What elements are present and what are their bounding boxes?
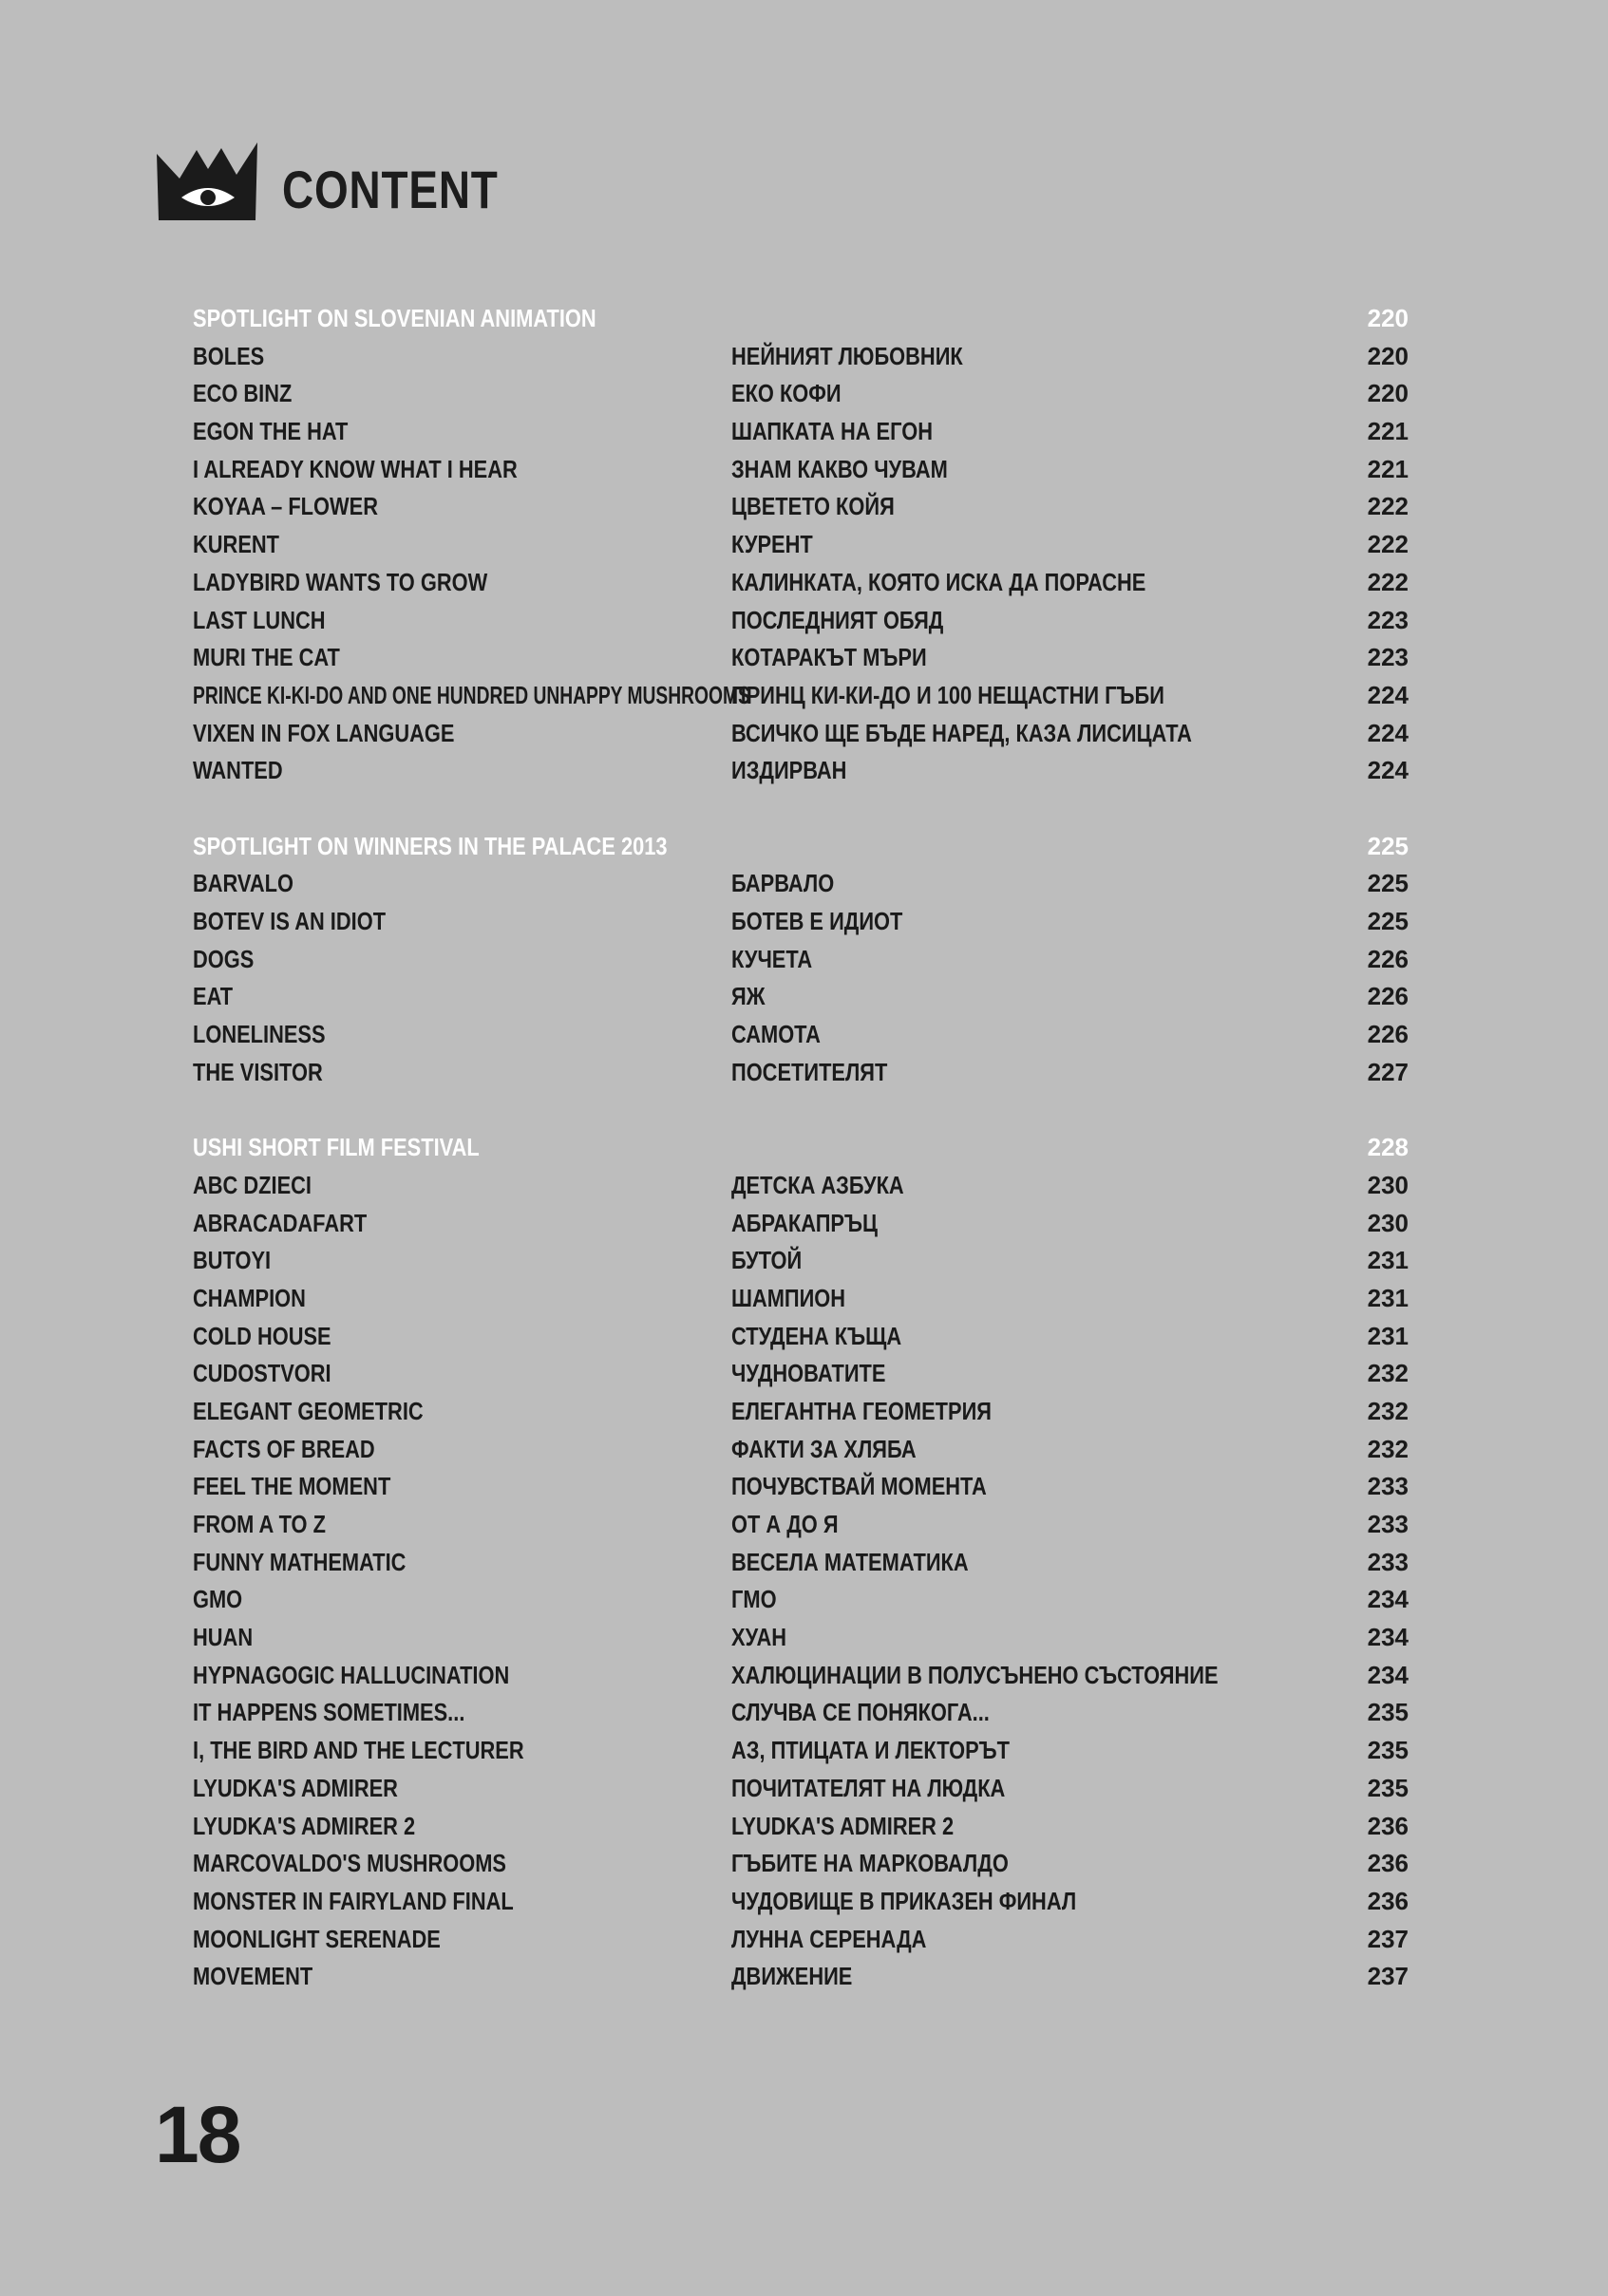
toc-entry <box>193 1770 1409 1808</box>
toc-entry <box>193 1619 1409 1657</box>
toc-entry <box>193 1921 1409 1959</box>
entry-title-bg: ПОСЕТИТЕЛЯТ <box>731 1057 888 1086</box>
toc-entry <box>193 1242 1409 1280</box>
toc-entry <box>193 338 1409 376</box>
entry-page: 236 <box>1367 1886 1409 1915</box>
entry-title-bg: БАРВАЛО <box>731 869 835 898</box>
entry-page: 223 <box>1367 605 1409 634</box>
toc-entry <box>193 1468 1409 1506</box>
entry-title-en: MOVEMENT <box>193 1962 313 1991</box>
entry-title-bg: ЕКО КОФИ <box>731 379 842 408</box>
entry-title-en: CUDOSTVORI <box>193 1359 331 1388</box>
entry-title-bg: ИЗДИРВАН <box>731 756 847 785</box>
entry-page: 235 <box>1367 1698 1409 1727</box>
toc-entry <box>193 1732 1409 1770</box>
entry-title-bg: ФАКТИ ЗА ХЛЯБА <box>731 1434 917 1463</box>
toc-entry <box>193 639 1409 677</box>
entry-page: 225 <box>1367 907 1409 935</box>
entry-title-en: CHAMPION <box>193 1283 306 1312</box>
entry-title-en: ECO BINZ <box>193 379 293 408</box>
table-of-contents <box>193 300 1409 1996</box>
toc-entry <box>193 488 1409 526</box>
entry-title-bg: ЗНАМ КАКВО ЧУВАМ <box>731 454 948 483</box>
entry-title-en: FROM A TO Z <box>193 1510 326 1538</box>
entry-page: 231 <box>1367 1321 1409 1350</box>
entry-title-bg: КУРЕНТ <box>731 530 813 559</box>
entry-page: 236 <box>1367 1849 1409 1878</box>
entry-page: 222 <box>1367 567 1409 596</box>
entry-page: 225 <box>1367 869 1409 898</box>
toc-entry <box>193 1845 1409 1883</box>
toc-entry <box>193 1167 1409 1205</box>
toc-entry <box>193 1958 1409 1996</box>
entry-title-bg: ГМО <box>731 1585 777 1614</box>
entry-title-en: ABRACADAFART <box>193 1208 368 1237</box>
entry-title-en: LONELINESS <box>193 1020 326 1049</box>
entry-page: 232 <box>1367 1396 1409 1425</box>
crown-eye-icon <box>155 141 261 222</box>
entry-title-en: MOONLIGHT SERENADE <box>193 1924 441 1953</box>
entry-page: 233 <box>1367 1472 1409 1501</box>
entry-title-en: MONSTER IN FAIRYLAND FINAL <box>193 1886 514 1915</box>
entry-title-bg: БУТОЙ <box>731 1246 803 1275</box>
toc-entry <box>193 941 1409 979</box>
entry-page: 221 <box>1367 417 1409 446</box>
toc-entry <box>193 413 1409 451</box>
entry-title-en: KURENT <box>193 530 280 559</box>
entry-title-bg: ШАПКАТА НА ЕГОН <box>731 417 933 446</box>
entry-title-en: ELEGANT GEOMETRIC <box>193 1396 424 1425</box>
section-heading <box>193 828 1409 866</box>
entry-page: 237 <box>1367 1924 1409 1953</box>
entry-title-bg: СТУДЕНА КЪЩА <box>731 1321 902 1350</box>
entry-title-bg: КОТАРАКЪТ МЪРИ <box>731 643 927 672</box>
toc-entry <box>193 1393 1409 1431</box>
entry-title-bg: НЕЙНИЯТ ЛЮБОВНИК <box>731 341 963 370</box>
entry-title-bg: СЛУЧВА СЕ ПОНЯКОГА... <box>731 1698 990 1727</box>
section-spacer <box>193 1091 1409 1129</box>
entry-page: 226 <box>1367 1020 1409 1049</box>
entry-page: 224 <box>1367 718 1409 747</box>
entry-title-en: COLD HOUSE <box>193 1321 331 1350</box>
entry-page: 233 <box>1367 1547 1409 1576</box>
section-spacer <box>193 790 1409 828</box>
entry-title-bg: ЧУДНОВАТИТЕ <box>731 1359 886 1388</box>
entry-title-en: ABC DZIECI <box>193 1170 312 1199</box>
toc-entry <box>193 602 1409 640</box>
entry-title-en: PRINCE KI-KI-DO AND ONE HUNDRED UNHAPPY MUSHROOMS <box>193 680 750 709</box>
entry-title-en: LYUDKA'S ADMIRER 2 <box>193 1811 416 1840</box>
entry-page: 222 <box>1367 492 1409 521</box>
entry-page: 221 <box>1367 454 1409 483</box>
page-title: CONTENT <box>282 159 499 219</box>
toc-entry <box>193 1544 1409 1582</box>
entry-page: 234 <box>1367 1623 1409 1652</box>
toc-entry <box>193 375 1409 413</box>
entry-page: 231 <box>1367 1283 1409 1312</box>
toc-entry <box>193 752 1409 790</box>
entry-page: 233 <box>1367 1510 1409 1538</box>
entry-title-en: THE VISITOR <box>193 1057 323 1086</box>
toc-entry <box>193 1318 1409 1356</box>
entry-title-en: I ALREADY KNOW WHAT I HEAR <box>193 454 518 483</box>
toc-entry <box>193 715 1409 753</box>
entry-title-bg: LYUDKA'S ADMIRER 2 <box>731 1811 955 1840</box>
toc-entry <box>193 526 1409 564</box>
entry-title-en: WANTED <box>193 756 283 785</box>
entry-title-bg: ПОЧИТАТЕЛЯТ НА ЛЮДКА <box>731 1773 1006 1802</box>
toc-entry <box>193 1355 1409 1393</box>
entry-page: 232 <box>1367 1434 1409 1463</box>
entry-page: 226 <box>1367 944 1409 973</box>
toc-entry <box>193 1883 1409 1921</box>
entry-page: 220 <box>1367 379 1409 408</box>
entry-title-en: HUAN <box>193 1623 254 1652</box>
entry-title-en: BARVALO <box>193 869 293 898</box>
entry-title-en: GMO <box>193 1585 243 1614</box>
entry-title-en: LADYBIRD WANTS TO GROW <box>193 567 488 596</box>
entry-title-en: IT HAPPENS SOMETIMES... <box>193 1698 465 1727</box>
section-page: 228 <box>1367 1133 1409 1162</box>
toc-entry <box>193 1016 1409 1054</box>
page-header <box>155 141 546 222</box>
entry-title-bg: ПОЧУВСТВАЙ МОМЕНТА <box>731 1472 987 1501</box>
entry-title-bg: ХАЛЮЦИНАЦИИ В ПОЛУСЪНЕНО СЪСТОЯНИЕ <box>731 1660 1219 1689</box>
entry-page: 237 <box>1367 1962 1409 1991</box>
section-heading <box>193 300 1409 338</box>
toc-entry <box>193 1054 1409 1092</box>
toc-entry <box>193 1808 1409 1846</box>
entry-page: 234 <box>1367 1585 1409 1614</box>
toc-entry <box>193 903 1409 941</box>
section-page: 220 <box>1367 304 1409 332</box>
entry-title-en: MURI THE CAT <box>193 643 340 672</box>
entry-title-bg: ПРИНЦ КИ-КИ-ДО И 100 НЕЩАСТНИ ГЪБИ <box>731 680 1164 709</box>
entry-title-en: BOLES <box>193 341 265 370</box>
entry-title-bg: ДВИЖЕНИЕ <box>731 1962 853 1991</box>
entry-title-bg: АБРАКАПРЪЦ <box>731 1208 878 1237</box>
toc-entry <box>193 865 1409 903</box>
entry-title-en: FUNNY MATHEMATIC <box>193 1547 407 1576</box>
entry-title-bg: АЗ, ПТИЦАТА И ЛЕКТОРЪТ <box>731 1736 1010 1765</box>
page-number: 18 <box>155 2090 240 2179</box>
entry-title-bg: БОТЕВ Е ИДИОТ <box>731 907 903 935</box>
entry-title-en: MARCOVALDO'S MUSHROOMS <box>193 1849 506 1878</box>
entry-title-en: LAST LUNCH <box>193 605 326 634</box>
toc-entry <box>193 677 1409 715</box>
entry-page: 235 <box>1367 1773 1409 1802</box>
entry-page: 236 <box>1367 1811 1409 1840</box>
entry-title-bg: ЕЛЕГАНТНА ГЕОМЕТРИЯ <box>731 1396 992 1425</box>
section-title: SPOTLIGHT ON SLOVENIAN ANIMATION <box>193 304 596 332</box>
entry-page: 231 <box>1367 1246 1409 1275</box>
section-title: USHI SHORT FILM FESTIVAL <box>193 1133 480 1162</box>
entry-title-bg: ВЕСЕЛА МАТЕМАТИКА <box>731 1547 969 1576</box>
entry-title-bg: КАЛИНКАТА, КОЯТО ИСКА ДА ПОРАСНЕ <box>731 567 1146 596</box>
entry-page: 224 <box>1367 680 1409 709</box>
entry-title-bg: ХУАН <box>731 1623 787 1652</box>
section-heading <box>193 1129 1409 1167</box>
entry-title-en: VIXEN IN FOX LANGUAGE <box>193 718 455 747</box>
entry-title-en: EGON THE HAT <box>193 417 349 446</box>
entry-title-bg: ОТ А ДО Я <box>731 1510 839 1538</box>
toc-entry <box>193 1431 1409 1469</box>
entry-page: 234 <box>1367 1660 1409 1689</box>
entry-page: 227 <box>1367 1057 1409 1086</box>
entry-page: 226 <box>1367 982 1409 1011</box>
entry-page: 223 <box>1367 643 1409 672</box>
entry-title-en: I, THE BIRD AND THE LECTURER <box>193 1736 524 1765</box>
entry-page: 235 <box>1367 1736 1409 1765</box>
entry-page: 220 <box>1367 341 1409 370</box>
entry-title-en: DOGS <box>193 944 255 973</box>
entry-page: 232 <box>1367 1359 1409 1388</box>
entry-title-bg: ЯЖ <box>731 982 766 1011</box>
entry-title-en: LYUDKA'S ADMIRER <box>193 1773 398 1802</box>
entry-title-en: FEEL THE MOMENT <box>193 1472 391 1501</box>
entry-title-en: HYPNAGOGIC HALLUCINATION <box>193 1660 510 1689</box>
section-title: SPOTLIGHT ON WINNERS IN THE PALACE 2013 <box>193 831 668 860</box>
toc-entry <box>193 1657 1409 1695</box>
entry-title-en: FACTS OF BREAD <box>193 1434 375 1463</box>
entry-page: 222 <box>1367 530 1409 559</box>
entry-title-bg: ГЪБИТЕ НА МАРКОВАЛДО <box>731 1849 1009 1878</box>
entry-title-bg: ШАМПИОН <box>731 1283 846 1312</box>
toc-entry <box>193 1280 1409 1318</box>
entry-title-bg: ЧУДОВИЩЕ В ПРИКАЗЕН ФИНАЛ <box>731 1886 1077 1915</box>
toc-entry <box>193 1581 1409 1619</box>
toc-entry <box>193 451 1409 489</box>
entry-title-bg: ЛУННА СЕРЕНАДА <box>731 1924 927 1953</box>
entry-title-en: BUTOYI <box>193 1246 272 1275</box>
toc-entry <box>193 1205 1409 1243</box>
toc-entry <box>193 1506 1409 1544</box>
entry-title-en: EAT <box>193 982 234 1011</box>
entry-title-en: KOYAA – FLOWER <box>193 492 378 521</box>
entry-title-bg: САМОТА <box>731 1020 821 1049</box>
entry-title-en: BOTEV IS AN IDIOT <box>193 907 387 935</box>
toc-entry <box>193 564 1409 602</box>
entry-title-bg: ДЕТСКА АЗБУКА <box>731 1170 904 1199</box>
entry-title-bg: КУЧЕТА <box>731 944 813 973</box>
entry-page: 224 <box>1367 756 1409 785</box>
toc-entry <box>193 1694 1409 1732</box>
entry-page: 230 <box>1367 1208 1409 1237</box>
toc-entry <box>193 978 1409 1016</box>
section-page: 225 <box>1367 831 1409 860</box>
entry-title-bg: ВСИЧКО ЩЕ БЪДЕ НАРЕД, КАЗА ЛИСИЦАТА <box>731 718 1192 747</box>
entry-title-bg: ПОСЛЕДНИЯТ ОБЯД <box>731 605 944 634</box>
entry-title-bg: ЦВЕТЕТО КОЙЯ <box>731 492 895 521</box>
entry-page: 230 <box>1367 1170 1409 1199</box>
